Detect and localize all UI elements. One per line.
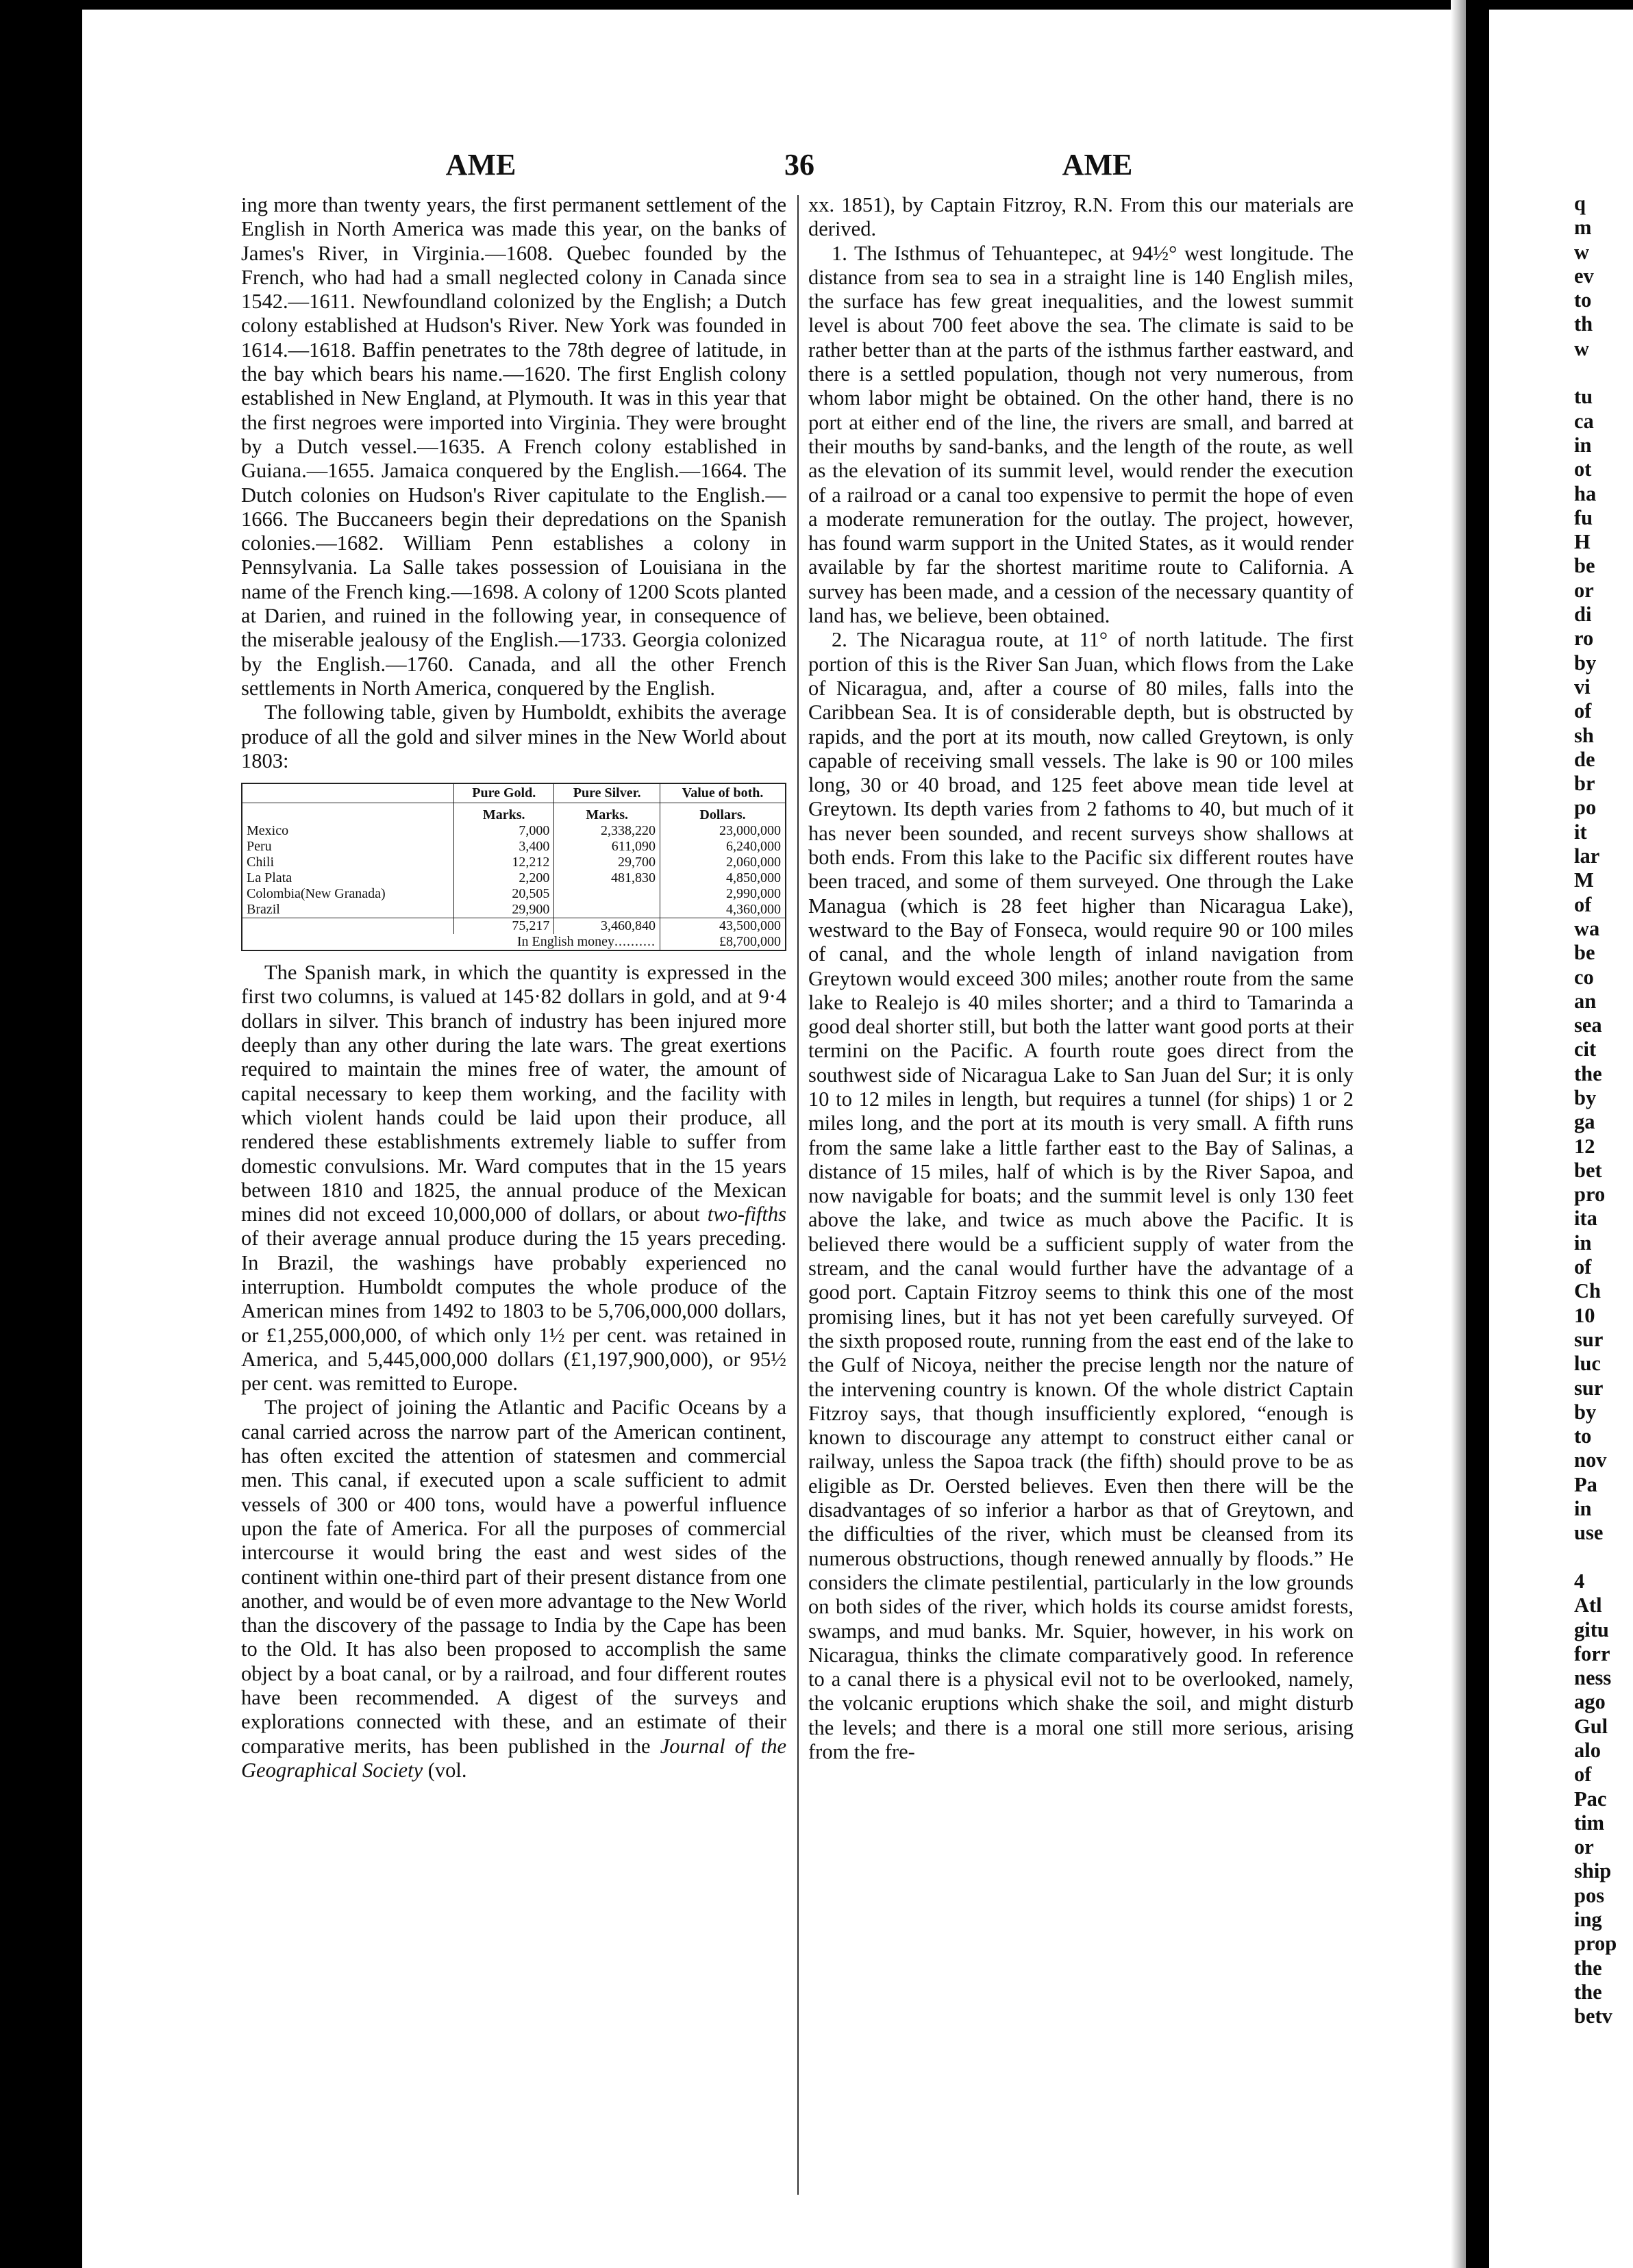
table-units-blank — [242, 803, 454, 824]
edge-fragment: sur — [1574, 1327, 1604, 1351]
edge-fragment: tim — [1574, 1811, 1605, 1835]
table-unit-gold: Marks. — [454, 803, 554, 824]
book-page — [241, 130, 1375, 2239]
edge-fragment: di — [1574, 603, 1592, 627]
table-unit-value: Dollars. — [660, 803, 785, 824]
table-row — [242, 902, 785, 918]
edge-fragment: m — [1574, 216, 1592, 240]
running-header — [241, 147, 1375, 188]
edge-fragment: be — [1574, 554, 1595, 578]
edge-fragment: alo — [1574, 1739, 1601, 1762]
edge-fragment: nov — [1574, 1448, 1607, 1472]
edge-fragment: of — [1574, 1255, 1592, 1279]
scan-border-left — [0, 0, 82, 2268]
right-column — [808, 193, 1354, 2200]
edge-fragment — [1574, 361, 1633, 385]
edge-fragment: sur — [1574, 1376, 1604, 1400]
table-english-money-value: £8,700,000 — [660, 934, 785, 950]
page-number: 36 — [784, 148, 814, 181]
edge-fragment: M — [1574, 868, 1594, 892]
table-cell-silver: 2,338,220 — [554, 823, 660, 839]
edge-fragment: ago — [1574, 1690, 1606, 1714]
table-cell-name: La Plata — [247, 870, 292, 886]
edge-fragment: sh — [1574, 723, 1594, 747]
edge-fragment: Gul — [1574, 1714, 1608, 1738]
edge-fragment: Pac — [1574, 1787, 1607, 1811]
edge-fragment: bet — [1574, 1158, 1602, 1182]
table-cell-gold: 7,000 — [454, 823, 554, 839]
edge-fragment: ot — [1574, 457, 1592, 481]
edge-fragment: Ch — [1574, 1279, 1601, 1303]
edge-fragment: w — [1574, 336, 1590, 360]
edge-fragment: ship — [1574, 1859, 1612, 1883]
table-header-blank — [242, 784, 454, 803]
edge-fragment: w — [1574, 240, 1590, 264]
mines-produce-table — [241, 783, 786, 951]
edge-fragment: ro — [1574, 627, 1594, 651]
edge-fragment: or — [1574, 578, 1594, 602]
table-cell-name: Colombia(New Granada) — [247, 886, 386, 902]
edge-fragment: vi — [1574, 675, 1591, 698]
edge-fragment: by — [1574, 1085, 1597, 1109]
table-cell-name: Brazil — [247, 902, 280, 918]
edge-fragment: br — [1574, 772, 1595, 796]
edge-fragment: co — [1574, 965, 1594, 989]
table-cell-silver: 611,090 — [554, 839, 660, 855]
paragraph-nicaragua: 2. The Nicaragua route, at 11° of north latitude. The first portion of this is the River San Juan, which flows from the Lake of Nicaragua, and, after a course of 80 miles, falls into the Caribbean Sea. It is of considerable depth, but is obstructed by rapids, and the port at its mouth, now called Greytown, is only capable of receiving small vessels. The lake is 90 or 100 miles long, 30 or 40 broad, and 125 feet above mean tide level at Greytown. Its depth varies from 2 fathoms to 40, but much of it has never been sounded, and recent surveys show shallows at both ends. From this lake to the Pacific six different routes have been traced, and some of them surveyed. One through the Lake Managua (which is 28 feet higher than Nicaragua Lake), westward to the Bay of Fonseca, would require 90 or 100 miles of canal, and the whole length of inland navigation from Greytown would exceed 300 miles; another route from the same lake to Realejo is 40 miles shorter; and a third to Tamarinda a good deal shorter still, but both the latter want good ports at their termini on the Pacific. A fourth route goes direct from the southwest side of Nicaragua Lake to San Juan del Sur; it is only 10 to 12 miles in length, but requires a tunnel (for ships) 1 or 2 miles long, and the port at its mouth is very small. A fifth runs from the same lake a little farther east to the Bay of Salinas, a distance of 15 miles, half of which is by the River Sapoa, and now navigable for boats; and the summit level is only 130 feet above the lake, and twice as much above the Pacific. It is believed there would be a sufficient supply of water from the stream, and the canal would further have the advantage of a good port. Captain Fitzroy seems to think this one of the most promising lines, but it has not yet been carefully surveyed. Of the sixth proposed route, running from the east end of the lake to the Gulf of Nicoya, neither the precise length nor the nature of the intervening country is known. Of the whole district Captain Fitzroy says, that though insufficiently explored, “enough is known to discourage any attempt to construct either canal or railway, unless the Sapoa track (the fifth) should prove to be as eligible as Dr. Oersted believes. Even then there will be the disadvantages of so inferior a harbor as that of Greytown, and the difficulties of the river, which must be cleansed from its numerous obstructions, though renewed annually by floods.” He considers the climate pestilential, particularly in the low grounds on both sides of the river, which holds its course amidst forests, swamps, and mud banks. Mr. Squier, however, in his work on Nicaragua, thinks the climate comparatively good. In reference to a canal there is a physical evil not to be overlooked, namely, the volcanic eruptions which shake the soil, and might disturb the levels; and there is a moral one still more serious, arising from the fre- — [808, 628, 1354, 1763]
edge-fragment: of — [1574, 892, 1592, 916]
edge-fragment — [1574, 1546, 1633, 1570]
table-row — [242, 886, 785, 902]
header-left-word: AME — [445, 148, 516, 181]
left-column — [241, 193, 786, 2200]
table-row — [242, 855, 785, 870]
column-divider — [797, 195, 799, 2195]
edge-fragment: 4 — [1574, 1569, 1585, 1593]
table-row — [242, 839, 785, 855]
edge-fragment: be — [1574, 941, 1595, 965]
table-row — [242, 823, 785, 839]
edge-fragment: fu — [1574, 505, 1593, 529]
edge-fragment: wa — [1574, 916, 1600, 940]
edge-fragment: ha — [1574, 481, 1597, 505]
edge-fragment: gitu — [1574, 1617, 1609, 1641]
edge-fragment: of — [1574, 699, 1592, 723]
table-cell-value: 23,000,000 — [660, 823, 785, 839]
table-cell-gold: 29,900 — [454, 902, 554, 918]
edge-fragment: th — [1574, 312, 1593, 336]
table-row — [242, 870, 785, 886]
edge-fragment: use — [1574, 1521, 1604, 1545]
table-cell-silver — [554, 886, 660, 902]
table-cell-value: 6,240,000 — [660, 839, 785, 855]
scan-border-top — [0, 0, 1633, 10]
table-cell-name: Peru — [247, 839, 272, 855]
edge-fragment: the — [1574, 1956, 1602, 1980]
table-cell-silver: 29,700 — [554, 855, 660, 870]
table-cell-value: 2,990,000 — [660, 886, 785, 902]
edge-fragment: ca — [1574, 409, 1594, 433]
paragraph-source: xx. 1851), by Captain Fitzroy, R.N. From this our materials are derived. — [808, 193, 1354, 241]
edge-fragment: the — [1574, 1061, 1602, 1085]
paragraph-spanish-mark: The Spanish mark, in which the quantity is expressed in the first two columns, is valued at 145·82 dollars in gold, and at 9·4 dollars in silver. This branch of industry has been injured more deeply than any other during the late wars. The great exertions required to maintain the mines free of water, the amount of capital necessary to keep them working, and the facility with which violent hands could be laid upon their produce, all rendered these establishments extremely liable to suffer from domestic convulsions. Mr. Ward computes that in the 15 years between 1810 and 1825, the annual produce of the Mexican mines did not exceed 10,000,000 of dollars, or about two-fifths of their average annual produce during the 15 years preceding. In Brazil, the washings have probably experienced no interruption. Humboldt computes the whole produce of the American mines from 1492 to 1803 to be 5,706,000,000 dollars, or £1,255,000,000, of which only 1½ per cent. was retained in America, and 5,445,000,000 dollars (£1,197,900,000), or 95½ per cent. was remitted to Europe. — [241, 961, 786, 1396]
edge-fragment: to — [1574, 1424, 1592, 1448]
edge-fragment: of — [1574, 1763, 1592, 1787]
edge-fragment: tu — [1574, 385, 1593, 409]
edge-fragment: in — [1574, 1231, 1592, 1255]
edge-fragment: q — [1574, 192, 1586, 215]
italic-journal-title: Journal of the Geographical Society — [241, 1734, 786, 1782]
edge-fragment: to — [1574, 288, 1592, 312]
binding-shadow — [1451, 0, 1466, 2268]
table-cell-silver: 481,830 — [554, 870, 660, 886]
table-cell-value: 4,360,000 — [660, 902, 785, 918]
edge-fragment: Pa — [1574, 1472, 1597, 1496]
table-cell-value: 2,060,000 — [660, 855, 785, 870]
table-cell-gold: 12,212 — [454, 855, 554, 870]
edge-fragment: 12 — [1574, 1134, 1595, 1158]
table-header-gold: Pure Gold. — [454, 784, 554, 803]
edge-fragment: ev — [1574, 264, 1594, 288]
edge-fragment: H — [1574, 530, 1591, 554]
edge-fragment: luc — [1574, 1352, 1601, 1376]
binding-gutter — [1466, 0, 1489, 2268]
edge-fragment: forr — [1574, 1641, 1610, 1665]
paragraph-tehuantepec: 1. The Isthmus of Tehuantepec, at 94½° west longitude. The distance from sea to sea in a straight line is 140 English miles, the surface has few great inequalities, and the lowest summit level is about 700 feet above the sea. The climate is said to be rather better than at the parts of the isthmus farther eastward, and there is a settled population, though not very numerous, from whom labor might be obtained. On the other hand, there is no port at either end of the line, the rivers are small, and barred at their mouths by sand-banks, and the length of the route, as well as the elevation of its summit level, would render the execution of a railroad or a canal too expensive to permit the hope of even a moderate remuneration for the outlay. The project, however, has found warm support in the United States, as it would render available by far the shortest maritime route to California. A survey has been made, and a cession of the necessary quantity of land has, we believe, been obtained. — [808, 241, 1354, 628]
table-cell-value: 4,850,000 — [660, 870, 785, 886]
table-cell-gold: 2,200 — [454, 870, 554, 886]
table-header-value: Value of both. — [660, 784, 785, 803]
header-right-word: AME — [1062, 148, 1133, 181]
edge-fragment: by — [1574, 1400, 1597, 1424]
edge-fragment: Atl — [1574, 1593, 1602, 1617]
edge-fragment: ita — [1574, 1207, 1597, 1231]
table-total-value: 43,500,000 — [660, 918, 785, 935]
paragraph-chronology: ing more than twenty years, the first permanent settlement of the English in North America was made this year, on the banks of James's River, in Virginia.—1608. Quebec founded by the French, who had had a small neglected colony in Canada since 1542.—1611. Newfoundland colonized by the English; a Dutch colony established at Hudson's River. New York was founded in 1614.—1618. Baffin penetrates to the 78th degree of latitude, in the bay which bears his name.—1620. The first English colony established in New England, at Plymouth. It was in this year that the first negroes were imported into Virginia. They were brought by a Dutch vessel.—1635. A French colony established in Guiana.—1655. Jamaica conquered by the English.—1664. The Dutch colonies on Hudson's River capitulate to the English.—1666. The Buccaneers begin their depredations on the Spanish colonies.—1682. William Penn establishes a colony in Pennsylvania. La Salle takes possession of Louisiana in the name of the French king.—1698. A colony of 1200 Scots planted at Darien, and ruined in the following year, in consequence of the miserable jealousy of the English.—1733. Georgia colonized by the English.—1760. Canada, and all the other French settlements in North America, conquered by the English. — [241, 193, 786, 700]
edge-fragment: de — [1574, 747, 1595, 771]
edge-fragment: an — [1574, 989, 1597, 1013]
edge-fragment: sea — [1574, 1013, 1602, 1037]
edge-fragment: 10 — [1574, 1303, 1595, 1327]
table-cell-silver — [554, 902, 660, 918]
table-english-money-label: In English money.......... — [516, 934, 656, 950]
edge-fragment: it — [1574, 820, 1587, 844]
edge-fragment: betv — [1574, 2004, 1612, 2028]
table-cell-gold: 3,400 — [454, 839, 554, 855]
paragraph-canal-project: The project of joining the Atlantic and Pacific Oceans by a canal carried across the narrow part of the American continent, has often excited the attention of statesmen and commercial men. This canal, if executed upon a scale sufficient to admit vessels of 300 or 400 tons, would have a powerful influence upon the fate of America. For all the purposes of commercial intercourse it would bring the east and west sides of the continent within one-third part of their present distance from one another, and would be of even more advantage to the New World than the discovery of the passage to India by the Cape has been to the Old. It has also been proposed to accomplish the same object by a boat canal, or by a railroad, and four different routes have been recommended. A digest of the surveys and explorations connected with these, and an estimate of their comparative merits, has been published in the Journal of the Geographical Society (vol. — [241, 1396, 786, 1782]
edge-fragment: pro — [1574, 1183, 1606, 1207]
edge-fragment: the — [1574, 1980, 1602, 2004]
table-cell-gold: 20,505 — [454, 886, 554, 902]
edge-fragment: prop — [1574, 1932, 1617, 1956]
table-cell-name: Chili — [247, 855, 275, 870]
table-total-label — [242, 918, 454, 935]
edge-fragment: ing — [1574, 1908, 1602, 1932]
table-total-gold: 75,217 — [454, 918, 554, 935]
next-page-edge-fragments — [1574, 192, 1633, 2178]
paragraph-table-intro: The following table, given by Humboldt, exhibits the average produce of all the gold and silver mines in the New World about 1803: — [241, 701, 786, 772]
table-total-silver: 3,460,840 — [554, 918, 660, 935]
edge-fragment: po — [1574, 796, 1597, 820]
edge-fragment: ness — [1574, 1666, 1612, 1690]
edge-fragment: pos — [1574, 1883, 1605, 1907]
table-cell-name: Mexico — [247, 823, 289, 839]
edge-fragment: ga — [1574, 1110, 1595, 1134]
edge-fragment: in — [1574, 433, 1592, 457]
edge-fragment: in — [1574, 1497, 1592, 1521]
edge-fragment: or — [1574, 1835, 1594, 1859]
italic-two-fifths: two-fifths — [707, 1202, 786, 1226]
table-unit-silver: Marks. — [554, 803, 660, 824]
edge-fragment: by — [1574, 651, 1597, 675]
edge-fragment: cit — [1574, 1037, 1597, 1061]
table-header-silver: Pure Silver. — [554, 784, 660, 803]
edge-fragment: lar — [1574, 844, 1600, 868]
